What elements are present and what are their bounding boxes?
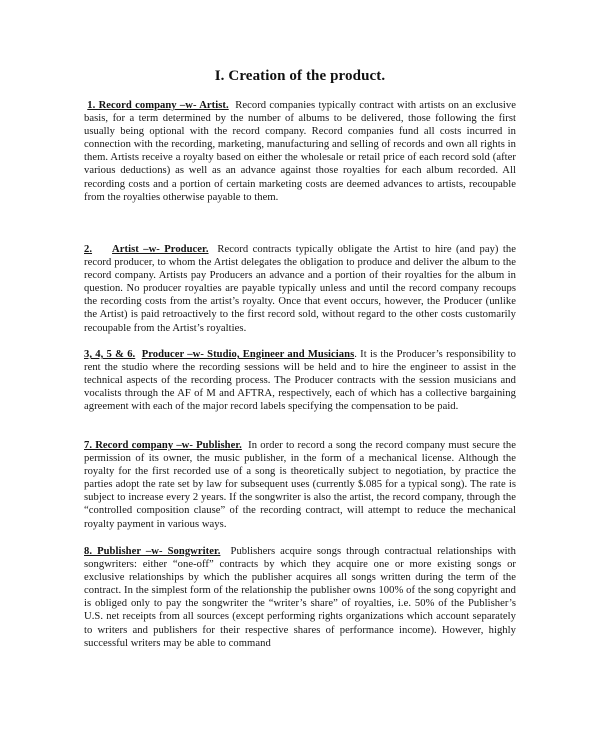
section-5 (84, 545, 516, 650)
section-3-number: 3, 4, 5 & 6. (84, 349, 136, 360)
section-1-body: Record companies typically contract with artists on an exclusive basis, for a term determined by the number of albums to be delivered, those following the first usually being optional with the record company. Record companies fund all costs incurred in connection with the recording, marketing, manufacturing and selling of records and own all rights in them. Artists receive a royalty based on either the wholesale or retail price of each record sold (after various deductions) as well as an advance against those royalties for each album recorded. All recording costs and a portion of certain marketing costs are deemed advances to artists, recoupable from the royalties otherwise payable to them. (84, 100, 517, 203)
section-3-body: . It is the Producer’s responsibility to rent the studio where the recording sessions will be held and to hire the engineer to assist in the technical aspects of the recording process. The Producer contracts with the session musicians and vocalists through the AF of M and AFTRA, respectively, each of which has a collective bargaining agreement with each of the major record labels specifying the compensation to be paid. (84, 349, 517, 413)
section-4-body: In order to record a song the record company must secure the permission of its owner, the music publisher, in the form of a mechanical license. Although the royalty for the first recorded use of a song is theoretically subject to negotiation, by practice the parties adopt the rate set by law for subsequent uses (currently $.085 for a typical song). The rate is subject to increase every 2 years. If the songwriter is also the artist, the record company, through the “controlled composition clause” of the recording contract, will attempt to reduce the mechanical royalty payment in various ways. (84, 440, 516, 530)
section-2-heading: Artist –w- Producer. (112, 244, 209, 255)
section-2-body: Record contracts typically obligate the Artist to hire (and pay) the record producer, to whom the Artist delegates the obligation to produce and deliver the album to the record company. Artists pay Producers an advance and a portion of their royalties for the album in question. No producer royalties are payable typically unless and until the record company recoups the recording costs from the artist’s royalty. Once that event occurs, however, the Producer (unlike the Artist) is paid retroactively to the first record sold, without regard to the other costs customarily recoupable from the Artist’s royalties. (84, 244, 516, 334)
section-2 (84, 243, 516, 335)
section-2-number: 2. (84, 244, 93, 255)
section-5-body: Publishers acquire songs through contractual relationships with songwriters: either “one-off” contracts by which they acquire one or more existing songs or exclusive relationships by which the publisher acquires all songs written during the term of the contract. In the simplest form of the relationship the publisher owns 100% of the song copyright and is obliged only to pay the songwriter the “writer’s share” of royalties, i.e. 50% of the Publisher’s U.S. net receipts from all sources (except performing rights organizations which account separately to writers and publishers for their respective shares of performance income). However, highly successful writers may be able to command (84, 546, 516, 649)
section-1-heading: 1. Record company –w- Artist. (87, 100, 229, 111)
section-4-heading: 7. Record company –w- Publisher. (84, 440, 242, 451)
page-title: I. Creation of the product. (214, 68, 386, 84)
section-5-heading: 8. Publisher –w- Songwriter. (84, 546, 221, 557)
section-1 (84, 99, 516, 204)
section-3 (84, 348, 516, 413)
section-4 (84, 439, 516, 531)
section-3-heading: Producer –w- Studio, Engineer and Musicians (141, 349, 355, 360)
